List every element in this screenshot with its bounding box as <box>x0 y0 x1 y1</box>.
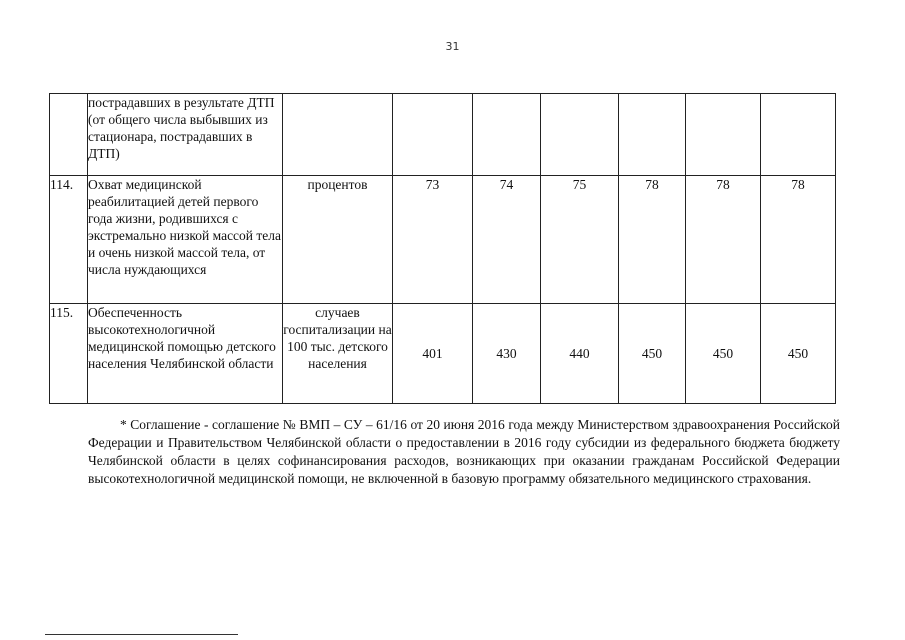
row-value: 450 <box>686 304 761 404</box>
row-number: 114. <box>50 176 88 304</box>
footnote <box>88 416 840 488</box>
row-description: пострадавших в результате ДТП (от общего числа выбывших из стационара, пострадавших в ДТП) <box>88 94 283 176</box>
row-unit <box>283 94 393 176</box>
indicators-table <box>49 93 836 404</box>
row-value: 78 <box>686 176 761 304</box>
row-value <box>761 94 836 176</box>
row-value: 73 <box>393 176 473 304</box>
row-number: 115. <box>50 304 88 404</box>
footnote-text: * Соглашение - соглашение № ВМП – СУ – 61/16 от 20 июня 2016 года между Министерством здравоохранения Российской Федерации и Правительством Челябинской области о предоставлении в 2016 году субсидии из федерального бюджета бюджету Челябинской области в целях софинансирования расходов, возникающих при оказании гражданам Российской Федерации высокотехнологичной медицинской помощи, не включенной в базовую программу обязательного медицинского страхования. <box>88 417 840 486</box>
row-value: 401 <box>393 304 473 404</box>
row-value: 78 <box>619 176 686 304</box>
row-value <box>473 94 541 176</box>
row-value <box>686 94 761 176</box>
row-description: Охват медицинской реабилитацией детей первого года жизни, родившихся с экстремально низкой массой тела и очень низкой массой тела, от числа нуждающихся <box>88 176 283 304</box>
page-number: 31 <box>445 40 460 53</box>
row-value: 440 <box>541 304 619 404</box>
row-unit: процентов <box>283 176 393 304</box>
row-description: Обеспеченность высокотехнологичной медицинской помощью детского населения Челябинской области <box>88 304 283 404</box>
row-unit: случаев госпитализации на 100 тыс. детского населения <box>283 304 393 404</box>
row-value: 75 <box>541 176 619 304</box>
bottom-rule <box>45 634 238 635</box>
row-value: 74 <box>473 176 541 304</box>
table-row-114 <box>50 176 836 304</box>
row-value: 450 <box>761 304 836 404</box>
table-row-115 <box>50 304 836 404</box>
row-value: 450 <box>619 304 686 404</box>
row-number <box>50 94 88 176</box>
row-value: 430 <box>473 304 541 404</box>
row-value <box>393 94 473 176</box>
table-row-continuation <box>50 94 836 176</box>
row-value <box>541 94 619 176</box>
row-value: 78 <box>761 176 836 304</box>
row-value <box>619 94 686 176</box>
